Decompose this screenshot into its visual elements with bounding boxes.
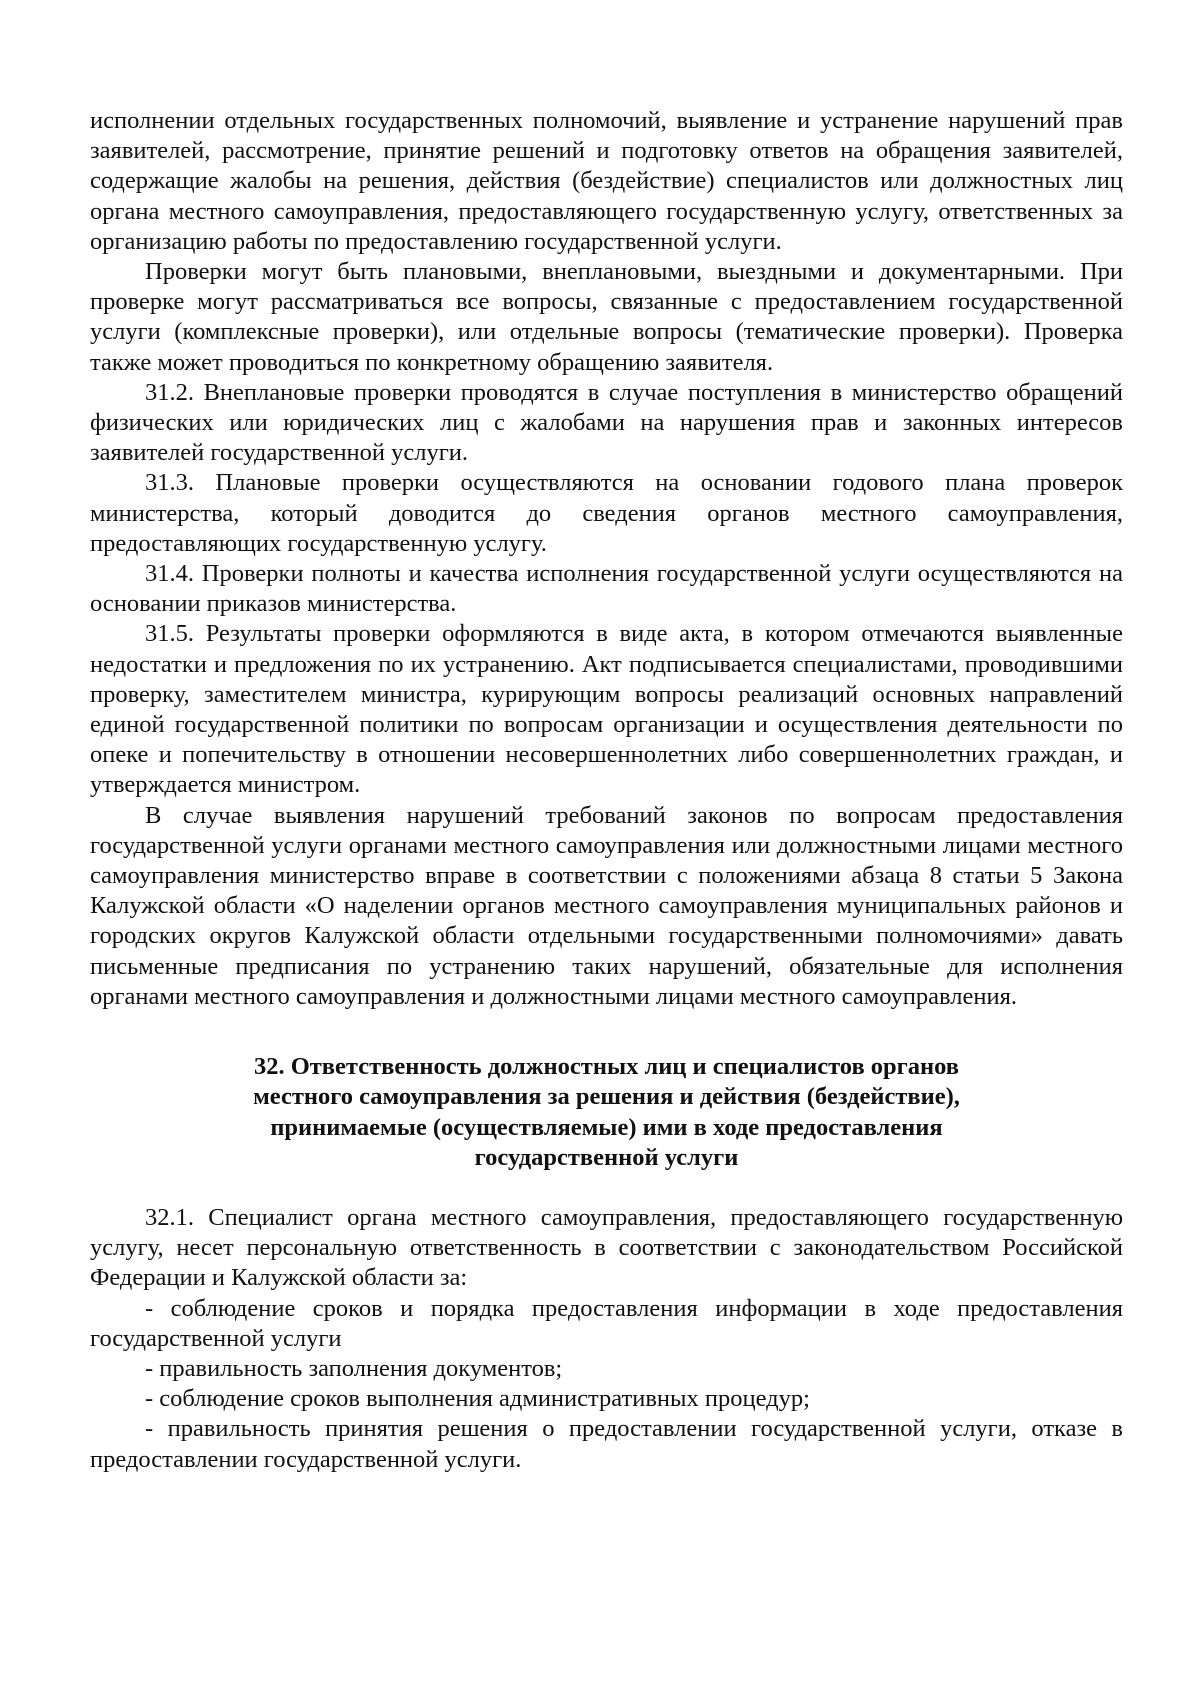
paragraph-31-2: 31.2. Внеплановые проверки проводятся в случае поступления в министерство обращений физических или юридических лиц с жалобами на нарушения прав и законных интересов заявителей государственной услуги.: [90, 378, 1123, 467]
paragraph-31-3: 31.3. Плановые проверки осуществляются на основании годового плана проверок министерства, который доводится до сведения органов местного самоуправления, предоставляющих государственную услугу.: [90, 469, 1123, 557]
paragraph-inspection-types: Проверки могут быть плановыми, внеплановыми, выездными и документарными. При проверке могут рассматриваться все вопросы, связанные с предоставлением государственной услуги (комплексные проверки), или отдельные вопросы (тематические проверки). Проверка также может проводиться по конкретному обращению заявителя.: [90, 258, 1123, 376]
list-item-decision: - правильность принятия решения о предоставлении государственной услуги, отказе в предоставлении государственной услуги.: [90, 1415, 1123, 1473]
list-item-procedures: - соблюдение сроков выполнения административных процедур;: [145, 1385, 810, 1413]
list-item-documents: - правильность заполнения документов;: [145, 1354, 563, 1382]
paragraph-31-4: 31.4. Проверки полноты и качества исполнения государственной услуги осуществляются на основании приказов министерства.: [90, 560, 1123, 618]
heading-line: местного самоуправления за решения и действия (бездействие),: [253, 1083, 960, 1111]
paragraph-continuation: исполнении отдельных государственных полномочий, выявление и устранение нарушений прав заявителей, рассмотрение, принятие решений и подготовку ответов на обращения заявителей, содержащие жалобы на решения, действия (бездействие) специалистов или должностных лиц органа местного самоуправления, предоставляющего государственную услугу, ответственных за организацию работы по предоставлению государственной услуги.: [90, 107, 1123, 255]
paragraph-31-5: 31.5. Результаты проверки оформляются в виде акта, в котором отмечаются выявленные недостатки и предложения по их устранению. Акт подписывается специалистами, проводившими проверку, заместителем министра, курирующим вопросы реализаций основных направлений единой государственной политики по вопросам организации и осуществления деятельности по опеке и попечительству в отношении несовершеннолетних либо совершеннолетних граждан, и утверждается министром.: [90, 620, 1123, 799]
heading-line: государственной услуги: [474, 1143, 739, 1171]
list-item-deadlines: - соблюдение сроков и порядка предоставления информации в ходе предоставления государственной услуги: [90, 1294, 1123, 1352]
heading-line: принимаемые (осуществляемые) ими в ходе предоставления: [270, 1113, 943, 1141]
heading-line: 32. Ответственность должностных лиц и специалистов органов: [253, 1053, 960, 1081]
paragraph-32-1: 32.1. Специалист органа местного самоуправления, предоставляющего государственную услугу, несет персональную ответственность в соответствии с законодательством Российской Федерации и Калужской области за:: [90, 1203, 1123, 1292]
section-heading-32: [90, 1052, 1123, 1173]
paragraph-violations: В случае выявления нарушений требований законов по вопросам предоставления государственной услуги органами местного самоуправления или должностными лицами местного самоуправления министерство вправе в соответствии с положениями абзаца 8 статьи 5 Закона Калужской области «О наделении органов местного самоуправления муниципальных районов и городских округов Калужской области отдельными государственными полномочиями» давать письменные предписания по устранению таких нарушений, обязательные для исполнения органами местного самоуправления и должностными лицами местного самоуправления.: [90, 801, 1123, 1010]
document-body: [90, 106, 1123, 1475]
